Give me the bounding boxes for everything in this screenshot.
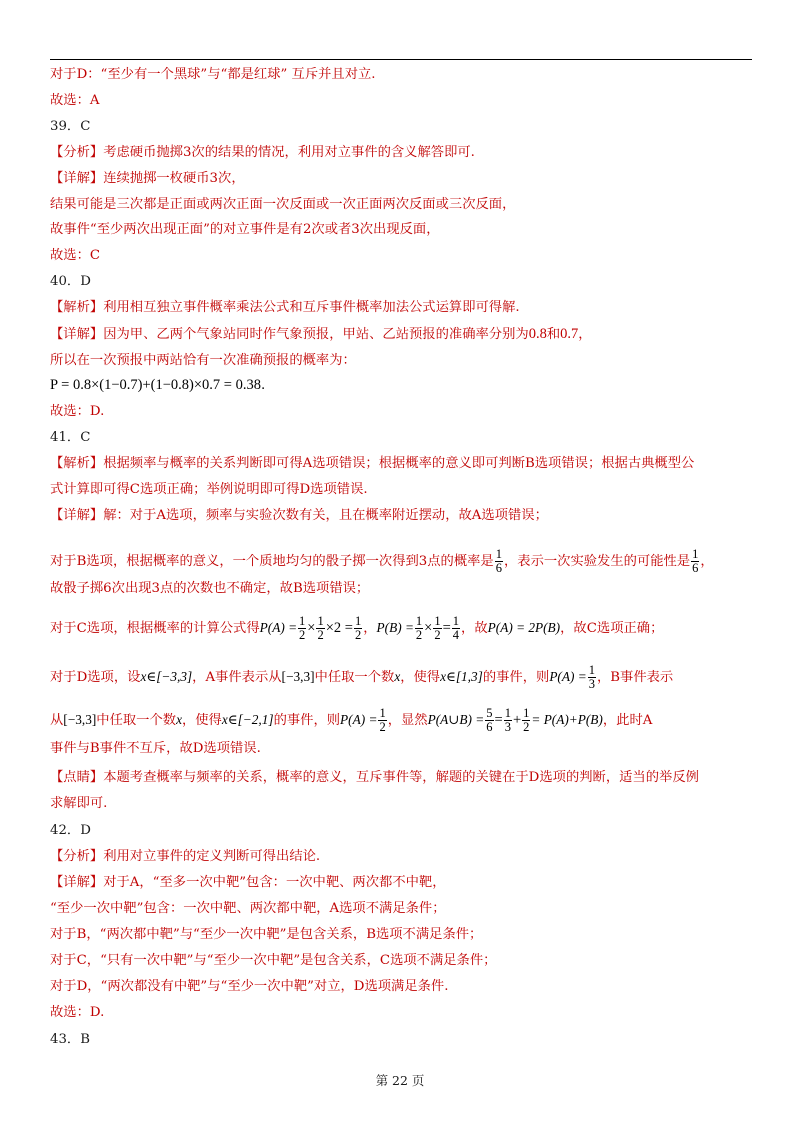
- fraction: $\frac{1}{2}$: [379, 706, 386, 734]
- line-text: 解：对于A选项，频率与实验次数有关，且在概率附近摆动，故A选项错误；: [103, 508, 548, 523]
- line-text: “至少一次中靶”包含：一次中靶、两次都中靶，A选项不满足条件；: [50, 901, 446, 916]
- question-number: [50, 118, 90, 136]
- line-text: 故选：D.: [50, 404, 105, 419]
- fraction: $\frac{1}{3}$: [588, 663, 595, 691]
- text-line: [50, 144, 475, 162]
- fraction: $\frac{1}{2}$: [317, 614, 324, 642]
- fraction: $\frac{1}{3}$: [504, 706, 511, 734]
- section-tag: 【分析】: [50, 849, 104, 864]
- section-tag: 【解析】: [50, 456, 104, 471]
- text-line-option-d-cont: 从[−3,3]中任取一个数x，使得x∈[−2,1]的事件，则P(A) = $\frac{1}{2}$ ，显然P(A∪B) = $\frac{5}{6}$ = $\frac{1}{3}$ + $\frac{1}{2}$ = P(A)+P(B)，此时A: [50, 706, 653, 734]
- text-line: [50, 170, 245, 188]
- section-tag: 【详解】: [50, 875, 104, 890]
- fraction: $\frac{1}{4}$: [452, 614, 460, 642]
- fraction-one-sixth: $\frac{1}{6}$: [692, 547, 699, 575]
- fraction: $\frac{1}{2}$: [434, 614, 441, 642]
- fraction: $\frac{1}{2}$: [354, 614, 362, 642]
- text-line-detail-40: 【详解】因为甲、乙两个气象站同时作气象预报，甲站、乙站预报的准确率分别为0.8和0.7，: [50, 326, 592, 342]
- text-line-option-c: 对于C选项，根据概率的计算公式得P(A) = $\frac{1}{2}$ × $\frac{1}{2}$ ×2 = $\frac{1}{2}$ ，P(B) = $\frac{1}{2}$ × $\frac{1}{2}$ = $\frac{1}{4}$ ，故P(A) = 2P(B)，故C选项正确；: [50, 614, 664, 642]
- text-line: [50, 66, 376, 84]
- line-text: 所以在一次预报中两站恰有一次准确预报的概率为：: [50, 353, 356, 368]
- text-line: [50, 874, 446, 892]
- fraction: $\frac{5}{6}$: [486, 706, 493, 734]
- line-text: 42．D: [50, 823, 91, 838]
- line-text: 故选：C: [50, 248, 101, 263]
- line-text: 41．C: [50, 430, 91, 445]
- section-tag: 【详解】: [50, 508, 104, 523]
- text-line: [50, 926, 482, 944]
- text-line: [50, 769, 699, 787]
- question-number: [50, 1031, 90, 1049]
- line-text: 对于C，“只有一次中靶”与“至少一次中靶”是包含关系，C选项不满足条件；: [50, 953, 497, 968]
- section-tag: 【详解】: [50, 171, 104, 186]
- text-line: [50, 507, 548, 525]
- line-text: 故事件“至少两次出现正面”的对立事件是有2次或者3次出现反面，: [50, 222, 440, 237]
- text-line: [50, 299, 520, 317]
- page-number: 第 22 页: [375, 1073, 425, 1088]
- header-rule: [50, 59, 752, 60]
- line-text: 根据频率与概率的关系判断即可得A选项错误；根据概率的意义即可判断B选项错误；根据古典概型公: [103, 456, 695, 471]
- text-line: [50, 481, 368, 499]
- fraction: $\frac{1}{2}$: [523, 706, 530, 734]
- section-tag: 【分析】: [50, 145, 104, 160]
- line-text: 式计算即可得C选项正确；举例说明即可得D选项错误.: [50, 482, 368, 497]
- text-line: [50, 352, 356, 370]
- line-text: 事件与B事件不互斥，故D选项错误.: [50, 741, 261, 756]
- text-line: [50, 952, 496, 970]
- line-text: 对于A，“至多一次中靶”包含：一次中靶、两次都不中靶，: [103, 875, 446, 890]
- section-tag: 【点睛】: [50, 770, 104, 785]
- line-text: 对于D：“至少有一个黑球”与“都是红球” 互斥并且对立.: [50, 67, 376, 82]
- text-line: [50, 92, 100, 110]
- line-text: 43．B: [50, 1032, 90, 1047]
- line-text: 故选：D.: [50, 1005, 105, 1020]
- question-number: [50, 429, 90, 447]
- line-text: 求解即可.: [50, 796, 108, 811]
- fraction: $\frac{1}{2}$: [299, 614, 306, 642]
- question-number: [50, 822, 91, 840]
- text-line: [50, 740, 261, 758]
- line-text: 利用相互独立事件概率乘法公式和互斥事件概率加法公式运算即可得解.: [103, 300, 520, 315]
- line-text: 故选：A: [50, 93, 100, 108]
- line-text: 故骰子掷6次出现3点的次数也不确定，故B选项错误；: [50, 581, 370, 596]
- section-tag: 【解析】: [50, 300, 104, 315]
- text-line: [50, 196, 515, 214]
- fraction: $\frac{1}{2}$: [415, 614, 423, 642]
- text-line: [50, 1004, 104, 1022]
- line-text: 对于B，“两次都中靶”与“至少一次中靶”是包含关系，B选项不满足条件；: [50, 927, 483, 942]
- text-line-option-b: 对于B选项，根据概率的意义，一个质地均匀的骰子掷一次得到3点的概率是 $\frac{1}{6}$ ，表示一次实验发生的可能性是 $\frac{1}{6}$ ，: [50, 547, 714, 575]
- text-line-option-d: 对于D选项，设x∈[−3,3]，A事件表示从[−3,3]中任取一个数x，使得x∈[1,3]的事件，则P(A) = $\frac{1}{3}$ ，B事件表示: [50, 663, 674, 691]
- line-text: 结果可能是三次都是正面或两次正面一次反面或一次正面两次反面或三次反面，: [50, 197, 516, 212]
- text-line: [50, 580, 369, 598]
- line-text: 考虑硬币抛掷3次的结果的情况，利用对立事件的含义解答即可.: [103, 145, 475, 160]
- line-text: 连续抛掷一枚硬币3次，: [103, 171, 245, 186]
- fraction-one-sixth: $\frac{1}{6}$: [495, 547, 502, 575]
- text-line: [50, 455, 694, 473]
- text-line: [50, 795, 107, 813]
- line-text: 利用对立事件的定义判断可得出结论.: [103, 849, 321, 864]
- line-text: 39．C: [50, 119, 91, 134]
- text-line: [50, 221, 440, 239]
- text-line: [50, 848, 320, 866]
- text-line: [50, 900, 446, 918]
- line-text: 40．D: [50, 274, 91, 289]
- line-text: 对于D，“两次都没有中靶”与“至少一次中靶”对立，D选项满足条件.: [50, 979, 449, 994]
- text-line: [50, 403, 104, 421]
- line-text: 本题考查概率与频率的关系，概率的意义，互斥事件等，解题的关键在于D选项的判断，适当的举反例: [103, 770, 699, 785]
- text-line: [50, 247, 100, 265]
- text-line: [50, 978, 448, 996]
- question-number: [50, 273, 91, 291]
- formula-line-40: P = 0.8×(1−0.7)+(1−0.8)×0.7 = 0.38.: [50, 377, 266, 393]
